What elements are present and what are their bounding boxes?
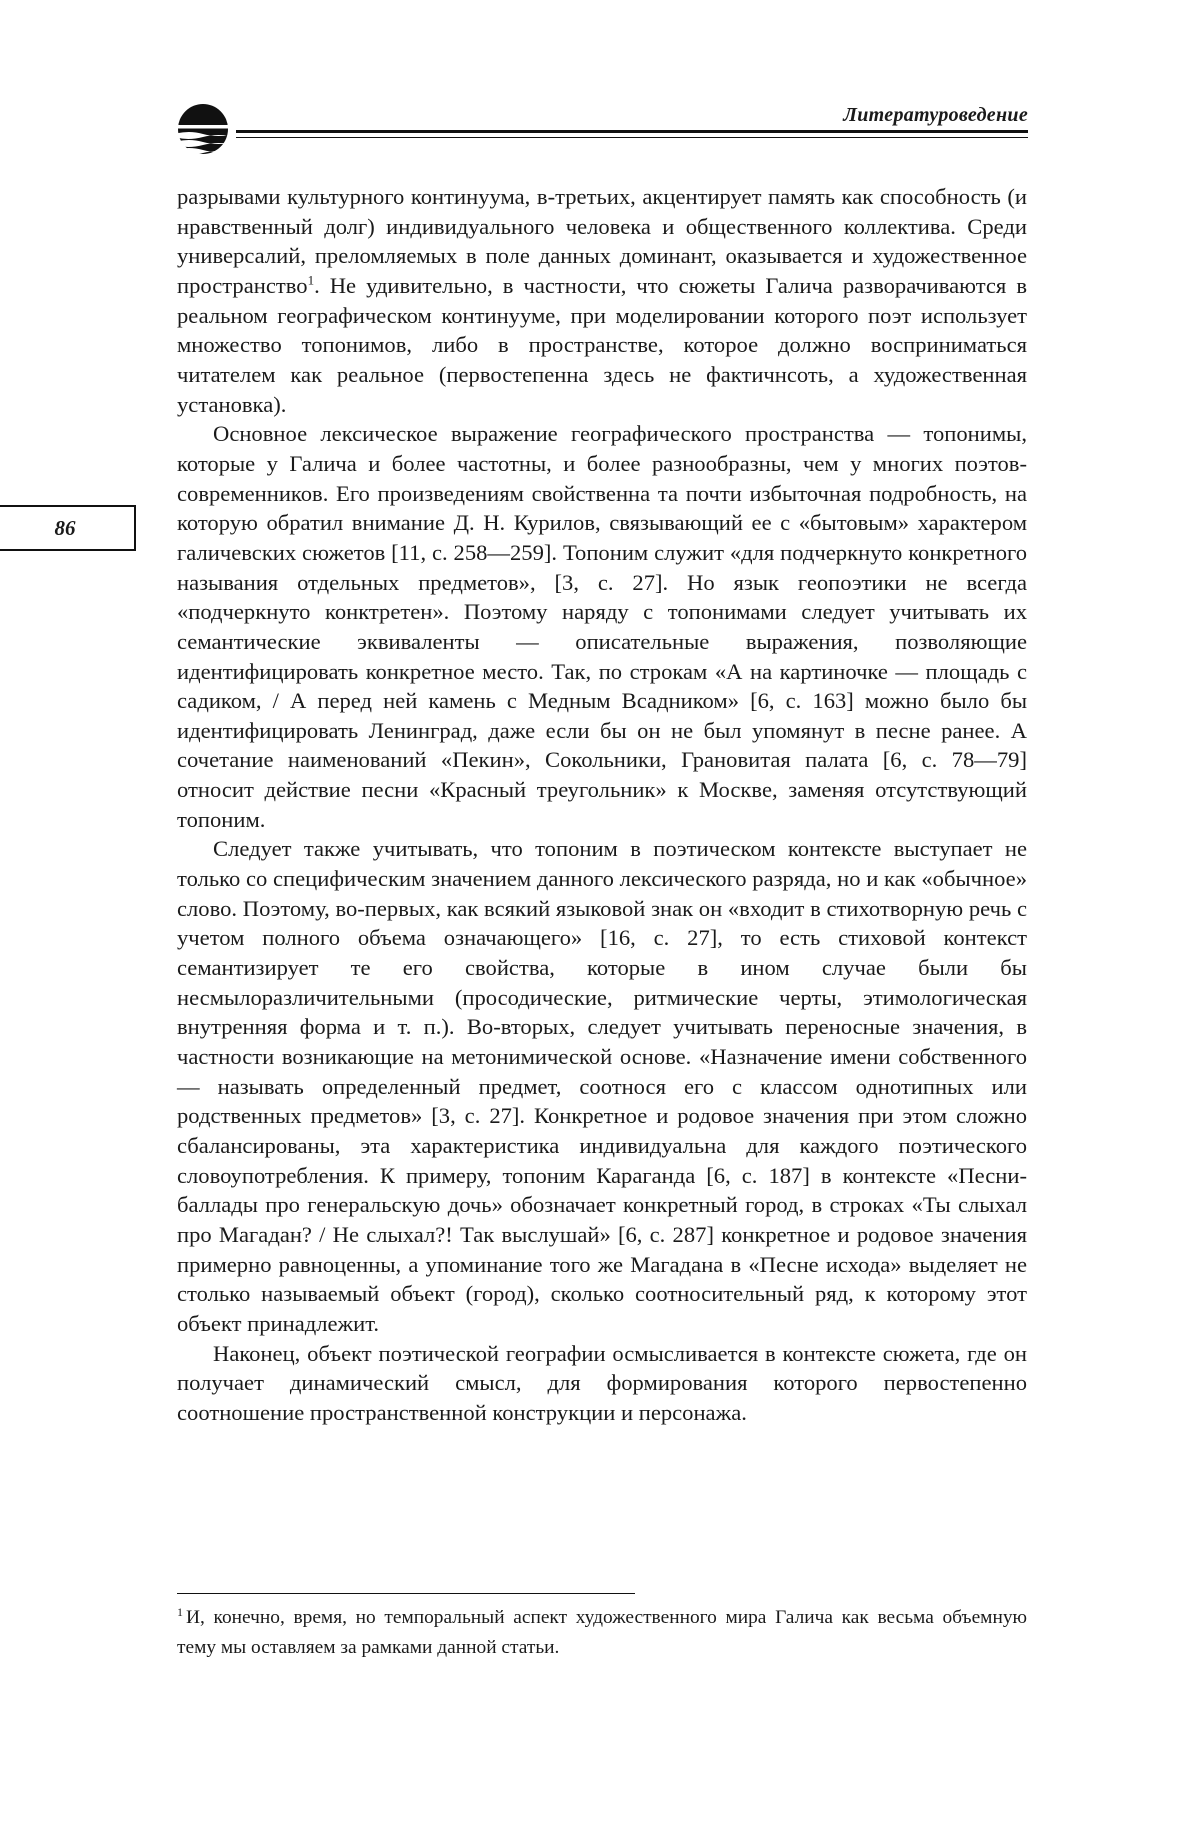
footnote bbox=[177, 1603, 1027, 1663]
footnote-mark: 1 bbox=[177, 1604, 183, 1619]
paragraph-1-continuation: . Не удивительно, в частности, что сюжеты Галича разворачиваются в реальном географическом континууме, при моделировании которого поэт использует множество топонимов, либо в пространстве, которое должно восприниматься читателем как реальное (первостепенна здесь не фактичнсоть, а художественная установка). bbox=[177, 272, 1027, 417]
paragraph-1 bbox=[177, 182, 1027, 419]
paragraph-1-text: разрывами культурного континуума, в-третьих, акцентирует память как способность (и нравственный долг) индивидуального человека и общественного коллектива. Среди универсалий, преломляемых в поле данных доминант, оказывается и художественное пространство bbox=[177, 184, 1027, 298]
section-title: Литературоведение bbox=[843, 104, 1028, 126]
footnote-text: И, конечно, время, но темпоральный аспект художественного мира Галича как весьма объемную тему мы оставляем за рамками данной статьи. bbox=[177, 1607, 1027, 1658]
page-number-box bbox=[0, 505, 136, 551]
body-text bbox=[177, 182, 1027, 1428]
paragraph-2: Основное лексическое выражение географического пространства — топонимы, которые у Галича и более частотны, и более разнообразны, чем у многих поэтов-современников. Его произведениям свойственна та почти избыточная подробность, на которую обратил внимание Д. Н. Курилов, связывающий ее с «бытовым» характером галичевских сюжетов [11, с. 258—259]. Топоним служит «для подчеркнуто конкретного называния отдельных предметов», [3, с. 27]. Но язык геопоэтики не всегда «подчеркнуто конктретен». Поэтому наряду с топонимами следует учитывать их семантические эквиваленты — описательные выражения, позволяющие идентифицировать конкретное место. Так, по строкам «А на картиночке — площадь с садиком, / А перед ней камень с Медным Всадником» [6, с. 163] можно было бы идентифицировать Ленинград, даже если бы он не был упомянут в песне ранее. А сочетание наименований «Пекин», Сокольники, Грановитая палата [6, с. 78—79] относит действие песни «Красный треугольник» к Москве, заменяя отсутствующий топоним. bbox=[177, 421, 1027, 832]
footnote-divider bbox=[177, 1593, 635, 1594]
header-rule bbox=[236, 130, 1028, 138]
journal-logo-icon bbox=[174, 101, 236, 157]
page-number: 86 bbox=[54, 515, 76, 540]
footnote-reference[interactable]: 1 bbox=[307, 272, 315, 288]
paragraph-3: Следует также учитывать, что топоним в поэтическом контексте выступает не только со специфическим значением данного лексического разряда, но и как «обычное» слово. Поэтому, во-первых, как всякий языковой знак он «входит в стихотворную речь с учетом полного объема означающего» [16, с. 27], то есть стиховой контекст семантизирует те его свойства, которые в ином случае были бы несмылоразличительными (просодические, ритмические черты, этимологическая внутренняя форма и т. п.). Во-вторых, следует учитывать переносные значения, в частности возникающие на метонимической основе. «Назначение имени собственного — называть определенный предмет, соотнося его с классом однотипных или родственных предметов» [3, с. 27]. Конкретное и родовое значения при этом сложно сбалансированы, эта характеристика индивидуальна для каждого поэтического словоупотребления. К примеру, топоним Караганда [6, с. 187] в контексте «Песни-баллады про генеральскую дочь» обозначает конкретный город, в строках «Ты слыхал про Магадан? / Не слыхал?! Так выслушай» [6, с. 287] конкретное и родовое значения примерно равноценны, а упоминание того же Магадана в «Песне исхода» выделяет не столько называемый объект (город), сколько соотносительный ряд, к которому этот объект принадлежит. bbox=[177, 836, 1027, 1336]
paragraph-4: Наконец, объект поэтической географии осмысливается в контексте сюжета, где он получает динамический смысл, для формирования которого первостепенно соотношение пространственной конструкции и персонажа. bbox=[177, 1340, 1027, 1425]
